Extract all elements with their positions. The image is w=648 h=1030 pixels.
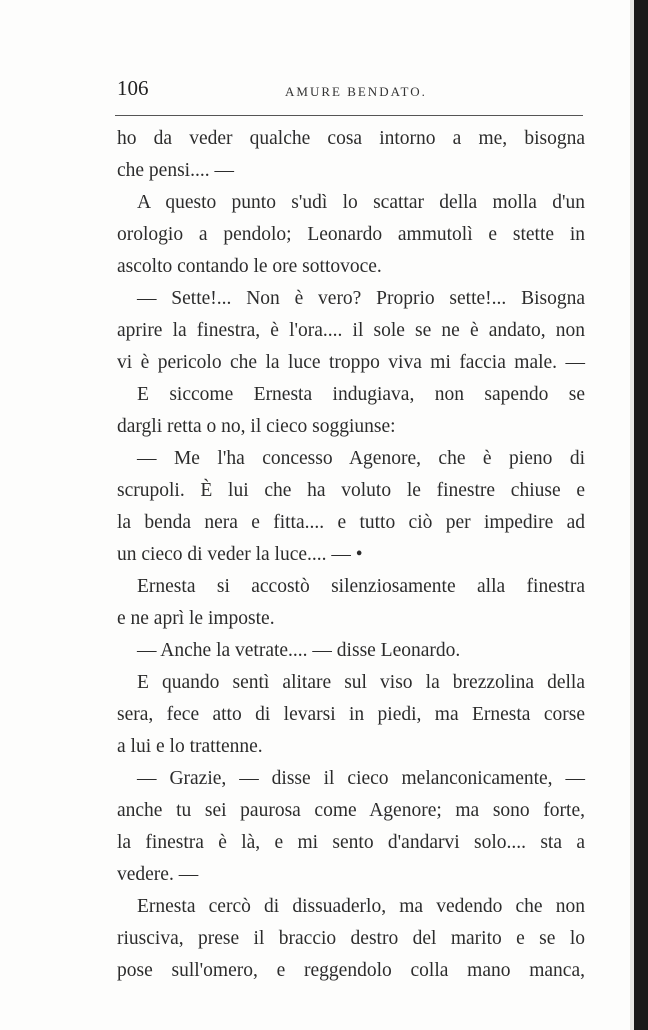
text-line: scrupoli. È lui che ha voluto le finestre chiuse e	[117, 480, 585, 501]
page-header	[117, 76, 583, 106]
text-line: pose sull'omero, e reggendolo colla mano manca,	[117, 960, 585, 981]
body-text	[117, 123, 585, 987]
text-line: ascolto contando le ore sottovoce.	[117, 256, 382, 277]
text-line: Ernesta cercò di dissuaderlo, ma vedendo che non	[137, 896, 585, 917]
text-line: anche tu sei paurosa come Agenore; ma sono forte,	[117, 800, 585, 821]
text-line: un cieco di veder la luce.... — •	[117, 544, 363, 565]
text-line: che pensi.... —	[117, 160, 234, 181]
text-line: E siccome Ernesta indugiava, non sapendo se	[137, 384, 585, 405]
text-line: — Me l'ha concesso Agenore, che è pieno di	[137, 448, 585, 469]
text-line: riusciva, prese il braccio destro del marito e se lo	[117, 928, 585, 949]
text-line: orologio a pendolo; Leonardo ammutolì e stette in	[117, 224, 585, 245]
running-title: AMURE BENDATO.	[285, 84, 427, 99]
text-line: dargli retta o no, il cieco soggiunse:	[117, 416, 396, 437]
text-line: a lui e lo trattenne.	[117, 736, 263, 757]
text-line: e ne aprì le imposte.	[117, 608, 275, 629]
scan-edge-shadow	[634, 0, 648, 1030]
text-line: A questo punto s'udì lo scattar della molla d'un	[137, 192, 585, 213]
text-line: — Sette!... Non è vero? Proprio sette!... Bisogna	[137, 288, 585, 309]
text-line: la benda nera e fitta.... e tutto ciò per impedire ad	[117, 512, 585, 533]
text-line: la finestra è là, e mi sento d'andarvi solo.... sta a	[117, 832, 585, 853]
text-line: — Anche la vetrate.... — disse Leonardo.	[137, 640, 461, 661]
text-line: E quando sentì alitare sul viso la brezzolina della	[137, 672, 585, 693]
header-rule	[115, 115, 583, 116]
text-line: sera, fece atto di levarsi in piedi, ma Ernesta corse	[117, 704, 585, 725]
text-line: ho da veder qualche cosa intorno a me, bisogna	[117, 128, 585, 149]
page-number: 106	[117, 76, 149, 100]
text-line: vedere. —	[117, 864, 199, 885]
text-line: — Grazie, — disse il cieco melanconicamente, —	[137, 768, 585, 789]
text-line: aprire la finestra, è l'ora.... il sole se ne è andato, non	[117, 320, 585, 341]
text-line: Ernesta si accostò silenziosamente alla finestra	[137, 576, 585, 597]
text-line: vi è pericolo che la luce troppo viva mi faccia male. —	[117, 352, 585, 373]
